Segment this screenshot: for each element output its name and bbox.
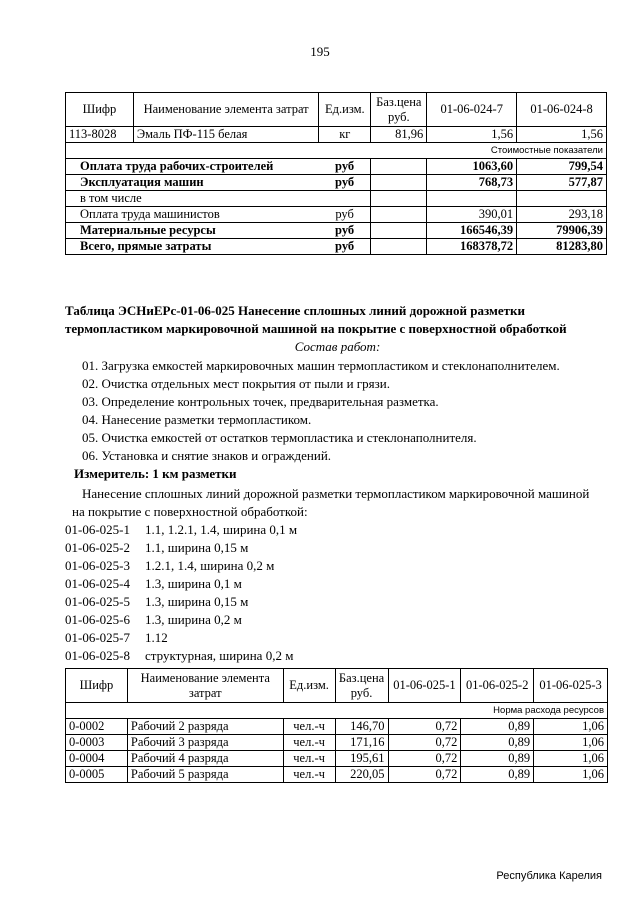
summary-value-2: 799,54 — [517, 159, 607, 175]
summary-value-2 — [517, 191, 607, 207]
summary-price — [371, 175, 427, 191]
summary-name: Эксплуатация машин — [66, 175, 319, 191]
variant-code: 01-06-025-4 — [65, 576, 130, 591]
cell-unit: чел.-ч — [283, 751, 335, 767]
cell-unit: чел.-ч — [283, 767, 335, 783]
header-code: Шифр — [66, 669, 128, 703]
cell-code: 113-8028 — [66, 127, 134, 143]
cost-table-024 — [65, 92, 607, 255]
cell-code: 0-0002 — [66, 719, 128, 735]
variant-code: 01-06-025-5 — [65, 594, 130, 609]
cell-code: 0-0005 — [66, 767, 128, 783]
summary-price — [371, 207, 427, 223]
summary-price — [371, 223, 427, 239]
summary-price — [371, 159, 427, 175]
cell-price: 81,96 — [371, 127, 427, 143]
section-label: Норма расхода ресурсов — [66, 703, 608, 719]
summary-name: Материальные ресурсы — [66, 223, 319, 239]
cell-name: Рабочий 2 разряда — [127, 719, 283, 735]
summary-value-2: 293,18 — [517, 207, 607, 223]
header-unit: Ед.изм. — [283, 669, 335, 703]
cell-price: 146,70 — [335, 719, 388, 735]
summary-unit: руб — [319, 223, 371, 239]
summary-row — [66, 207, 607, 223]
header-price: Баз.цена руб. — [371, 93, 427, 127]
variant-code: 01-06-025-6 — [65, 612, 130, 627]
works-heading: Состав работ: — [294, 339, 381, 354]
section-label: Стоимостные показатели — [66, 143, 607, 159]
cell-code: 0-0004 — [66, 751, 128, 767]
variants-list — [65, 521, 610, 665]
works-list — [82, 357, 627, 465]
table-row — [66, 127, 607, 143]
cell-value-2: 0,89 — [461, 751, 534, 767]
cell-value-3: 1,06 — [534, 751, 608, 767]
summary-value-1: 768,73 — [427, 175, 517, 191]
summary-name: Всего, прямые затраты — [66, 239, 319, 255]
table-row — [66, 751, 608, 767]
variant-item — [65, 575, 610, 593]
title-line-1: Таблица ЭСНиЕРс-01-06-025 Нанесение сплошных линий дорожной разметки — [65, 303, 526, 318]
variant-desc: структурная, ширина 0,2 м — [145, 648, 294, 663]
summary-value-1: 390,01 — [427, 207, 517, 223]
cell-value-1: 1,56 — [427, 127, 517, 143]
table-row — [66, 735, 608, 751]
summary-name: Оплата труда машинистов — [66, 207, 319, 223]
variant-item — [65, 629, 610, 647]
intro-paragraph: Нанесение сплошных линий дорожной разметки термопластиком маркировочной машиной на покрытие с поверхностной обработкой: — [72, 486, 590, 519]
variant-desc: 1.3, ширина 0,2 м — [145, 612, 242, 627]
cell-unit: чел.-ч — [283, 735, 335, 751]
cell-value-1: 0,72 — [388, 767, 461, 783]
variant-desc: 1.3, ширина 0,15 м — [145, 594, 249, 609]
work-item: 03. Определение контрольных точек, предварительная разметка. — [82, 394, 439, 409]
variant-code: 01-06-025-2 — [65, 540, 130, 555]
summary-unit — [319, 191, 371, 207]
summary-name: Оплата труда рабочих-строителей — [66, 159, 319, 175]
cell-value-2: 0,89 — [461, 719, 534, 735]
summary-row — [66, 175, 607, 191]
header-name: Наименование элемента затрат — [127, 669, 283, 703]
variant-desc: 1.3, ширина 0,1 м — [145, 576, 242, 591]
variant-item — [65, 557, 610, 575]
summary-value-1 — [427, 191, 517, 207]
variant-code: 01-06-025-7 — [65, 630, 130, 645]
summary-value-2: 81283,80 — [517, 239, 607, 255]
cell-value-3: 1,06 — [534, 735, 608, 751]
header-price: Баз.цена руб. — [335, 669, 388, 703]
table-row — [66, 719, 608, 735]
cell-value-1: 0,72 — [388, 735, 461, 751]
work-item: 06. Установка и снятие знаков и ограждений. — [82, 448, 332, 463]
variant-item — [65, 521, 610, 539]
cell-price: 171,16 — [335, 735, 388, 751]
cell-name: Рабочий 3 разряда — [127, 735, 283, 751]
cell-price: 220,05 — [335, 767, 388, 783]
header-col3: 01-06-025-3 — [534, 669, 608, 703]
footer-region: Республика Карелия — [496, 870, 602, 882]
summary-price — [371, 191, 427, 207]
variant-code: 01-06-025-8 — [65, 648, 130, 663]
variant-desc: 1.1, 1.2.1, 1.4, ширина 0,1 м — [145, 522, 298, 537]
variant-desc: 1.2.1, 1.4, ширина 0,2 м — [145, 558, 275, 573]
cell-value-3: 1,06 — [534, 719, 608, 735]
variant-item — [65, 611, 610, 629]
cell-value-2: 0,89 — [461, 767, 534, 783]
header-unit: Ед.изм. — [319, 93, 371, 127]
summary-value-1: 166546,39 — [427, 223, 517, 239]
summary-row — [66, 191, 607, 207]
variant-desc: 1.12 — [145, 630, 168, 645]
cell-name: Эмаль ПФ-115 белая — [133, 127, 319, 143]
header-col2: 01-06-025-2 — [461, 669, 534, 703]
summary-name: в том числе — [66, 191, 319, 207]
work-item: 02. Очистка отдельных мест покрытия от пыли и грязи. — [82, 376, 390, 391]
summary-unit: руб — [319, 207, 371, 223]
summary-row — [66, 159, 607, 175]
work-item: 04. Нанесение разметки термопластиком. — [82, 412, 312, 427]
table-row — [66, 767, 608, 783]
variant-desc: 1.1, ширина 0,15 м — [145, 540, 249, 555]
page-number: 195 — [310, 44, 330, 59]
summary-unit: руб — [319, 175, 371, 191]
header-col2: 01-06-024-8 — [517, 93, 607, 127]
cell-unit: чел.-ч — [283, 719, 335, 735]
cell-unit: кг — [319, 127, 371, 143]
summary-unit: руб — [319, 239, 371, 255]
title-line-2: термопластиком маркировочной машиной на покрытие с поверхностной обработкой — [65, 321, 567, 336]
variant-item — [65, 647, 610, 665]
header-name: Наименование элемента затрат — [133, 93, 319, 127]
cell-value-2: 0,89 — [461, 735, 534, 751]
cell-name: Рабочий 4 разряда — [127, 751, 283, 767]
resource-table-025 — [65, 668, 608, 783]
variant-code: 01-06-025-3 — [65, 558, 130, 573]
cell-value-1: 0,72 — [388, 719, 461, 735]
header-col1: 01-06-024-7 — [427, 93, 517, 127]
variant-item — [65, 593, 610, 611]
cell-price: 195,61 — [335, 751, 388, 767]
table-title — [65, 302, 610, 338]
summary-value-2: 79906,39 — [517, 223, 607, 239]
variant-code: 01-06-025-1 — [65, 522, 130, 537]
variant-item — [65, 539, 610, 557]
summary-row — [66, 223, 607, 239]
cell-value-2: 1,56 — [517, 127, 607, 143]
cell-value-1: 0,72 — [388, 751, 461, 767]
cell-value-3: 1,06 — [534, 767, 608, 783]
summary-row — [66, 239, 607, 255]
measure-unit: Измеритель: 1 км разметки — [74, 466, 237, 481]
summary-price — [371, 239, 427, 255]
work-item: 01. Загрузка емкостей маркировочных машин термопластиком и стеклонаполнителем. — [82, 358, 560, 373]
header-code: Шифр — [66, 93, 134, 127]
summary-value-1: 168378,72 — [427, 239, 517, 255]
cell-name: Рабочий 5 разряда — [127, 767, 283, 783]
header-col1: 01-06-025-1 — [388, 669, 461, 703]
summary-unit: руб — [319, 159, 371, 175]
work-item: 05. Очистка емкостей от остатков термопластика и стеклонаполнителя. — [82, 430, 477, 445]
summary-value-2: 577,87 — [517, 175, 607, 191]
cell-code: 0-0003 — [66, 735, 128, 751]
summary-value-1: 1063,60 — [427, 159, 517, 175]
